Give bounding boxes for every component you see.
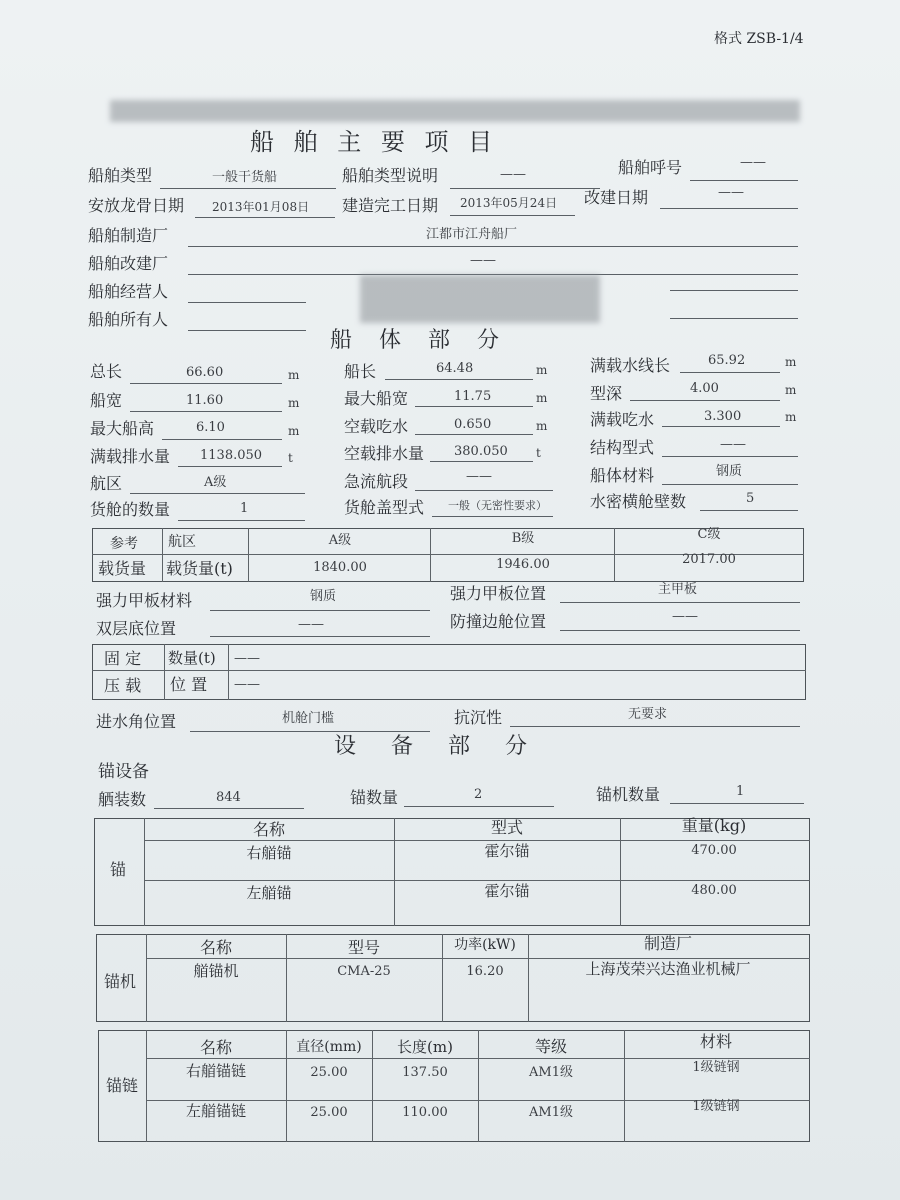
anchor-row-2-type: 霍尔锚	[484, 882, 530, 900]
anchor-row-2-weight: 480.00	[691, 883, 737, 898]
ballast-label-1: 固 定	[104, 649, 142, 668]
equipment-title: 设 备 部 分	[334, 734, 541, 759]
hull-title: 船 体 部 分	[330, 328, 509, 353]
flood-label: 进水角位置	[96, 712, 177, 731]
windlass-count-label: 锚机数量	[596, 785, 661, 804]
cargo-ref-label: 参考	[110, 536, 138, 552]
chain-header-material: 材料	[699, 1032, 732, 1051]
windlass-power: 16.20	[466, 964, 504, 979]
double-bottom-label: 双层底位置	[96, 619, 177, 638]
call-sign-value: ——	[740, 155, 766, 170]
anchor-row-1-type: 霍尔锚	[484, 842, 530, 860]
ship-type-value: 一般干货船	[212, 170, 278, 185]
windlass-side-label: 锚机	[104, 972, 137, 991]
cargo-load-label: 载货量	[98, 559, 147, 578]
length-unit: m	[536, 363, 548, 377]
sink-label: 抗沉性	[454, 708, 503, 727]
rapids-label: 急流航段	[344, 472, 409, 491]
collision-label: 防撞边舱位置	[450, 612, 547, 631]
max-beam-label: 最大船宽	[344, 389, 409, 408]
sink-value: 无要求	[628, 707, 668, 722]
light-draft-label: 空载吃水	[344, 417, 409, 436]
structure-label: 结构型式	[590, 438, 655, 457]
anchor-header-name: 名称	[252, 820, 285, 839]
cargo-value-a: 1840.00	[313, 560, 367, 575]
redacted-header	[110, 100, 800, 122]
full-disp-unit: t	[288, 451, 293, 465]
chain-row-1-material: 1级链钢	[692, 1060, 740, 1075]
completion-date-value: 2013年05月24日	[460, 196, 558, 210]
cargo-value-c: 2017.00	[682, 552, 736, 567]
bulkheads-value: 5	[746, 491, 755, 506]
anchor-row-1-weight: 470.00	[691, 843, 737, 858]
holds-value: 1	[240, 501, 249, 516]
double-bottom-value: ——	[298, 617, 324, 632]
chain-row-1-grade: AM1级	[529, 1065, 573, 1080]
lwl-label: 满载水线长	[590, 356, 671, 375]
windlass-header-power: 功率(kW)	[454, 937, 516, 953]
ballast-qty-label: 数量(t)	[168, 649, 216, 667]
anchor-count-label: 锚数量	[350, 788, 399, 807]
max-height-unit: m	[288, 424, 300, 438]
rebuild-date-label: 改建日期	[584, 188, 649, 207]
chain-row-1-diameter: 25.00	[310, 1065, 348, 1080]
chain-row-1-length: 137.50	[402, 1065, 448, 1080]
form-code: 格式 ZSB-1/4	[714, 31, 804, 47]
flood-value: 机舱门槛	[282, 711, 335, 726]
hull-material-value: 钢质	[716, 464, 743, 479]
loa-label: 总长	[90, 362, 123, 381]
main-items-title: 船 舶 主 要 项 目	[250, 128, 499, 156]
loa-unit: m	[288, 368, 300, 382]
ballast-qty-value: ——	[234, 651, 260, 666]
light-disp-value: 380.050	[454, 444, 508, 459]
chain-header-length: 长度(m)	[397, 1038, 453, 1056]
cargo-col-b: B级	[511, 531, 535, 546]
chain-row-2-diameter: 25.00	[310, 1105, 348, 1120]
full-draft-unit: m	[785, 410, 797, 424]
rapids-value: ——	[466, 469, 492, 484]
bulkheads-label: 水密横舱壁数	[590, 492, 687, 511]
equip-num-label: 舾装数	[98, 790, 147, 809]
beam-unit: m	[288, 396, 300, 410]
length-value: 64.48	[436, 361, 474, 376]
cargo-value-b: 1946.00	[496, 557, 550, 572]
beam-value: 11.60	[186, 393, 224, 408]
full-disp-value: 1138.050	[200, 448, 263, 463]
deck-position-value: 主甲板	[658, 582, 698, 597]
chain-header-diameter: 直径(mm)	[296, 1039, 362, 1055]
structure-value: ——	[720, 437, 746, 452]
anchor-count-value: 2	[474, 787, 483, 802]
nav-area-label: 航区	[90, 474, 123, 493]
chain-row-2-material: 1级链钢	[692, 1099, 740, 1114]
beam-label: 船宽	[90, 391, 123, 410]
length-label: 船长	[344, 362, 377, 381]
full-draft-label: 满载吃水	[590, 410, 655, 429]
deck-material-label: 强力甲板材料	[96, 591, 193, 610]
lwl-unit: m	[785, 355, 797, 369]
ballast-pos-value: ——	[234, 677, 260, 692]
windlass-name: 艏锚机	[193, 962, 239, 980]
cargo-area-header: 航区	[168, 534, 196, 550]
chain-row-1-name: 右艏锚链	[185, 1062, 246, 1080]
chain-row-2-grade: AM1级	[529, 1105, 573, 1120]
ship-type-label: 船舶类型	[88, 166, 153, 185]
windlass-header-maker: 制造厂	[643, 934, 692, 953]
cargo-col-a: A级	[328, 533, 352, 548]
rebuilder-value: ——	[470, 253, 496, 268]
call-sign-label: 船舶呼号	[618, 158, 683, 177]
depth-value: 4.00	[690, 381, 719, 396]
anchor-header-type: 型式	[490, 818, 523, 837]
builder-label: 船舶制造厂	[88, 226, 169, 245]
chain-header-name: 名称	[199, 1038, 232, 1057]
ballast-label-2: 压 载	[104, 676, 142, 695]
keel-date-value: 2013年01月08日	[212, 200, 310, 214]
anchor-side-label: 锚	[110, 860, 127, 879]
chain-side-label: 锚链	[106, 1076, 139, 1095]
deck-position-label: 强力甲板位置	[450, 584, 547, 603]
builder-value: 江都市江舟船厂	[426, 227, 518, 242]
light-draft-unit: m	[536, 419, 548, 433]
completion-date-label: 建造完工日期	[342, 196, 439, 215]
light-draft-value: 0.650	[454, 417, 492, 432]
holds-label: 货舱的数量	[90, 500, 171, 519]
rebuilder-label: 船舶改建厂	[88, 254, 169, 273]
chain-row-2-name: 左艏锚链	[185, 1102, 246, 1120]
hatch-label: 货舱盖型式	[344, 498, 425, 517]
depth-unit: m	[785, 383, 797, 397]
windlass-count-value: 1	[736, 784, 745, 799]
light-disp-label: 空载排水量	[344, 444, 425, 463]
keel-date-label: 安放龙骨日期	[88, 196, 185, 215]
chain-row-2-length: 110.00	[402, 1105, 448, 1120]
loa-value: 66.60	[186, 365, 224, 380]
anchor-row-2-name: 左艏锚	[246, 884, 292, 902]
ship-type-desc-label: 船舶类型说明	[342, 166, 439, 185]
hull-material-label: 船体材料	[590, 466, 655, 485]
max-height-label: 最大船高	[90, 419, 155, 438]
full-draft-value: 3.300	[704, 409, 742, 424]
anchor-row-1-name: 右艏锚	[246, 844, 292, 862]
ship-type-desc-value: ——	[500, 167, 526, 182]
windlass-maker: 上海茂荣兴达渔业机械厂	[585, 960, 751, 978]
nav-area-value: A级	[204, 475, 227, 490]
operator-label: 船舶经营人	[88, 282, 169, 301]
cargo-load-header: 载货量(t)	[166, 559, 233, 578]
chain-header-grade: 等级	[534, 1037, 567, 1056]
lwl-value: 65.92	[708, 353, 746, 368]
owner-label: 船舶所有人	[88, 310, 169, 329]
windlass-model: CMA-25	[337, 964, 391, 979]
full-disp-label: 满载排水量	[90, 447, 171, 466]
windlass-header-name: 名称	[199, 938, 232, 957]
deck-material-value: 钢质	[310, 589, 337, 604]
hatch-value: 一般（无密性要求）	[448, 499, 547, 512]
max-height-value: 6.10	[196, 420, 225, 435]
ballast-pos-label: 位 置	[170, 675, 208, 694]
max-beam-unit: m	[536, 391, 548, 405]
equip-num-value: 844	[216, 790, 241, 805]
cargo-col-c: C级	[697, 527, 721, 542]
light-disp-unit: t	[536, 446, 541, 460]
redacted-owner	[360, 275, 600, 323]
anchor-header-weight: 重量(kg)	[681, 816, 747, 835]
collision-value: ——	[672, 609, 698, 624]
depth-label: 型深	[590, 384, 623, 403]
windlass-header-model: 型号	[347, 938, 380, 957]
max-beam-value: 11.75	[454, 389, 492, 404]
anchor-section-label: 锚设备	[98, 762, 149, 782]
rebuild-date-value: ——	[718, 185, 744, 200]
